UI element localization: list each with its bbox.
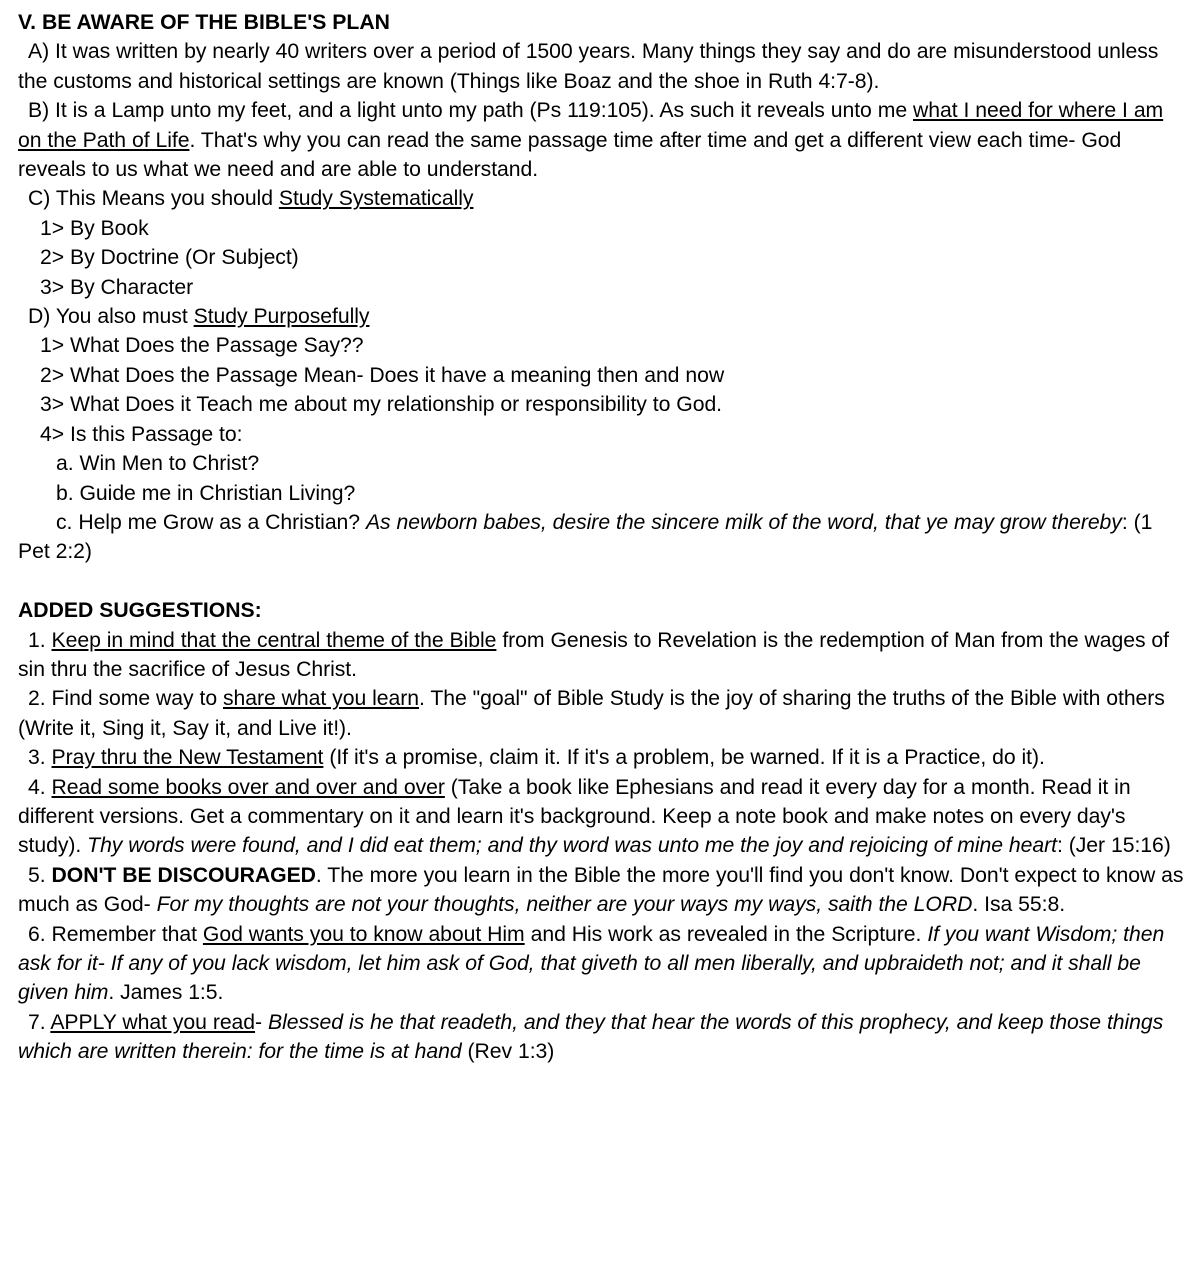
- paragraph-d: [18, 302, 1187, 331]
- suggestion-1-number: 1.: [28, 628, 52, 652]
- suggestion-6-number: 6.: [28, 922, 52, 946]
- scripture-quote-jer-15-16: Thy words were found, and I did eat them; and thy word was unto me the joy and rejoicing of mine heart: [87, 834, 1057, 858]
- suggestion-3-underlined: Pray thru the New Testament: [51, 746, 324, 770]
- scripture-ref-1-pet-2-2: : (1 Pet 2:2): [18, 510, 1153, 564]
- list-item-d-4: 4> Is this Passage to:: [40, 422, 243, 446]
- added-suggestions-heading-colon: :: [254, 599, 262, 623]
- suggestion-7-text: -: [255, 1010, 268, 1034]
- suggestion-3-text: (If it's a promise, claim it. If it's a problem, be warned. If it is a Practice, do it).: [323, 746, 1045, 770]
- paragraph-a-label: A): [28, 40, 56, 64]
- scripture-ref-jer-15-16: : (Jer 15:16): [1056, 834, 1171, 858]
- paragraph-d-underlined: Study Purposefully: [193, 305, 370, 329]
- scripture-quote-james-1-5: If you want Wisdom; then ask for it- If any of you lack wisdom, let him ask of God, that giveth to all men liberally, and upbraideth not; and it shall be given him: [18, 922, 1165, 1005]
- suggestion-6: [18, 920, 1187, 1008]
- paragraph-d-label: D): [28, 305, 56, 329]
- paragraph-b-text-1: It is a Lamp unto my feet, and a light unto my path (Ps 119:105). As such it reveals unto me: [55, 99, 913, 123]
- suggestion-2-number: 2.: [28, 687, 52, 711]
- blank-line-spacer: [18, 567, 1187, 596]
- suggestion-2: [18, 684, 1187, 743]
- added-suggestions-heading: [18, 596, 1187, 625]
- suggestion-1: [18, 626, 1187, 685]
- list-item-c-3: 3> By Character: [40, 275, 194, 299]
- suggestion-4-number: 4.: [28, 775, 52, 799]
- suggestion-3-number: 3.: [28, 746, 52, 770]
- suggestion-6-text-2: and His work as revealed in the Scripture.: [524, 922, 928, 946]
- suggestion-4-underlined: Read some books over and over and over: [51, 775, 445, 799]
- scripture-ref-isa-55-8: . Isa 55:8.: [972, 893, 1066, 917]
- suggestion-3: [18, 743, 1187, 772]
- paragraph-b-label: B): [28, 99, 56, 123]
- suggestion-7: [18, 1008, 1187, 1067]
- paragraph-a: [18, 37, 1187, 96]
- suggestion-7-underlined: APPLY what you read: [50, 1010, 256, 1034]
- section-heading: V. BE AWARE OF THE BIBLE'S PLAN: [18, 11, 390, 34]
- list-item-d-4-c-text: c. Help me Grow as a Christian?: [56, 510, 366, 534]
- suggestion-2-underlined: share what you learn: [223, 687, 419, 711]
- scripture-quote-1-pet-2-2: As newborn babes, desire the sincere milk of the word, that ye may grow thereby: [365, 510, 1122, 534]
- suggestion-4: [18, 773, 1187, 861]
- paragraph-b: [18, 96, 1187, 184]
- suggestion-5-bold-phrase: DON'T BE DISCOURAGED: [51, 863, 316, 887]
- paragraph-b-underlined: what I need for where I am on the Path of Life: [18, 99, 1164, 152]
- list-item-c-2: 2> By Doctrine (Or Subject): [40, 246, 299, 270]
- paragraph-c: [18, 184, 1187, 213]
- list-item-d-4-c: [18, 508, 1187, 567]
- added-suggestions-heading-text: ADDED SUGGESTIONS: [18, 599, 255, 623]
- scripture-ref-rev-1-3: (Rev 1:3): [461, 1040, 555, 1064]
- list-item-c-1: 1> By Book: [40, 216, 149, 240]
- paragraph-a-text: It was written by nearly 40 writers over a period of 1500 years. Many things they say and do are misunderstood unless the customs and historical settings are known (Things like Boaz and the shoe in Ruth 4:7-8).: [18, 40, 1159, 93]
- list-item-d-4-a: a. Win Men to Christ?: [56, 452, 260, 476]
- suggestion-2-text-2: . The "goal" of Bible Study is the joy of sharing the truths of the Bible with others (Write it, Sing it, Say it, and Live it!).: [18, 687, 1165, 740]
- list-item-d-2: 2> What Does the Passage Mean- Does it have a meaning then and now: [40, 363, 725, 387]
- paragraph-c-text: This Means you should: [55, 187, 279, 211]
- paragraph-c-label: C): [28, 187, 56, 211]
- list-item-d-3: 3> What Does it Teach me about my relationship or responsibility to God.: [40, 393, 723, 417]
- list-item-d-1: 1> What Does the Passage Say??: [40, 334, 364, 358]
- suggestion-4-text: (Take a book like Ephesians and read it every day for a month. Read it in different versions. Get a commentary on it and learn it's background. Keep a note book and make notes on every day's study).: [18, 775, 1131, 858]
- suggestion-2-text-1: Find some way to: [51, 687, 223, 711]
- suggestion-5-number: 5.: [28, 863, 52, 887]
- list-item-d-4-b: b. Guide me in Christian Living?: [56, 481, 356, 505]
- suggestion-5-text: . The more you learn in the Bible the more you'll find you don't know. Don't expect to know as much as God-: [18, 863, 1184, 917]
- scripture-quote-rev-1-3: Blessed is he that readeth, and they that hear the words of this prophecy, and keep those things which are written therein: for the time is at hand: [18, 1010, 1164, 1064]
- paragraph-d-text: You also must: [55, 305, 194, 329]
- suggestion-7-number: 7.: [28, 1010, 51, 1034]
- scripture-quote-isa-55-8: For my thoughts are not your thoughts, neither are your ways my ways, saith the LORD: [156, 893, 973, 917]
- suggestion-1-underlined: Keep in mind that the central theme of the Bible: [51, 628, 497, 652]
- suggestion-5: [18, 861, 1187, 920]
- suggestion-6-underlined: God wants you to know about Him: [202, 922, 525, 946]
- scripture-ref-james-1-5: . James 1:5.: [108, 981, 224, 1005]
- paragraph-c-underlined: Study Systematically: [278, 187, 474, 211]
- paragraph-b-text-2: . That's why you can read the same passage time after time and get a different view each time- God reveals to us what we need and are able to understand.: [18, 128, 1122, 182]
- suggestion-6-text-1: Remember that: [51, 922, 203, 946]
- suggestion-1-text: from Genesis to Revelation is the redemption of Man from the wages of sin thru the sacrifice of Jesus Christ.: [18, 628, 1169, 681]
